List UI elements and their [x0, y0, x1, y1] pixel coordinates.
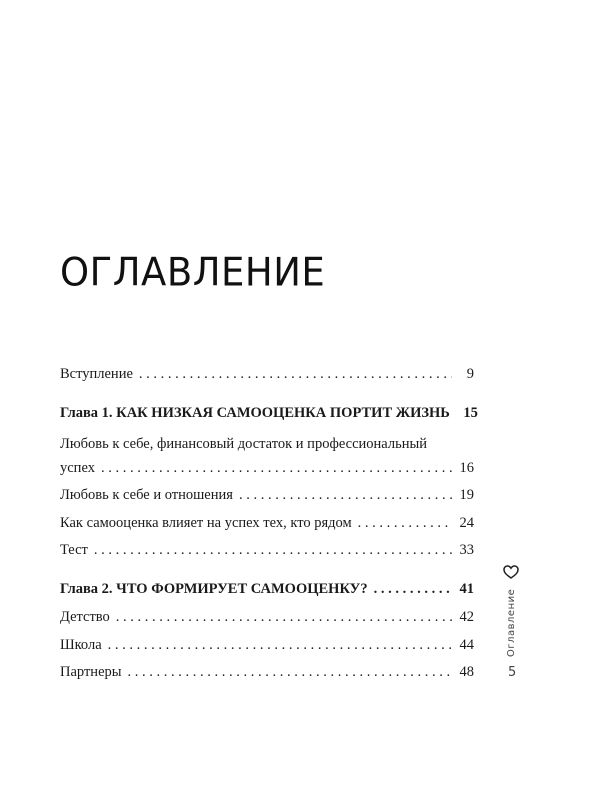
toc-entry[interactable] [60, 540, 474, 560]
leader-dots [358, 513, 452, 533]
toc-entry[interactable] [60, 485, 474, 505]
toc-entry-page: 33 [459, 542, 474, 558]
page-title: ОГЛАВЛЕНИЕ [60, 250, 326, 296]
toc-entry-label: Любовь к себе и отношения [60, 487, 233, 503]
page-number: 5 [508, 665, 517, 680]
toc-entry-page: 9 [466, 366, 474, 382]
toc-entry-page: 19 [459, 487, 474, 503]
toc-entry[interactable] [60, 364, 474, 384]
toc-entry-label: Вступление [60, 366, 133, 382]
toc-entry-label: успех [60, 460, 95, 476]
toc-entry-label: Партнеры [60, 664, 122, 680]
leader-dots [101, 458, 452, 478]
heart-icon [503, 564, 519, 580]
toc-chapter-entry[interactable] [60, 579, 474, 599]
leader-dots [108, 635, 452, 655]
leader-dots [116, 607, 452, 627]
toc-entry[interactable] [60, 607, 474, 627]
section-label: Оглавление [506, 588, 517, 657]
toc-entry-label-line1: Любовь к себе, финансовый достаток и профессиональный [60, 436, 427, 452]
toc-entry-page: 44 [459, 637, 474, 653]
toc-chapter-entry[interactable] [60, 403, 478, 423]
toc-entry[interactable] [60, 458, 474, 478]
leader-dots [239, 485, 452, 505]
leader-dots [139, 364, 452, 384]
toc-entry-page: 41 [459, 581, 474, 597]
toc-entry[interactable] [60, 662, 474, 682]
leader-dots [374, 579, 452, 599]
toc-entry[interactable] [60, 513, 474, 533]
toc-entry-label: Глава 1. КАК НИЗКАЯ САМООЦЕНКА ПОРТИТ ЖИЗНЬ [60, 405, 450, 421]
toc-entry-label: Как самооценка влияет на успех тех, кто рядом [60, 515, 352, 531]
toc-entry[interactable] [60, 635, 474, 655]
toc-entry-page: 42 [459, 609, 474, 625]
toc-entry-page: 15 [463, 405, 478, 421]
toc-entry-page: 16 [459, 460, 474, 476]
toc-entry-page: 24 [459, 515, 474, 531]
toc-entry-label: Глава 2. ЧТО ФОРМИРУЕТ САМООЦЕНКУ? [60, 581, 368, 597]
toc-entry-label: Детство [60, 609, 110, 625]
toc-entry-label: Тест [60, 542, 88, 558]
toc-entry-page: 48 [459, 664, 474, 680]
leader-dots [94, 540, 452, 560]
toc-entry-label: Школа [60, 637, 102, 653]
leader-dots [128, 662, 453, 682]
